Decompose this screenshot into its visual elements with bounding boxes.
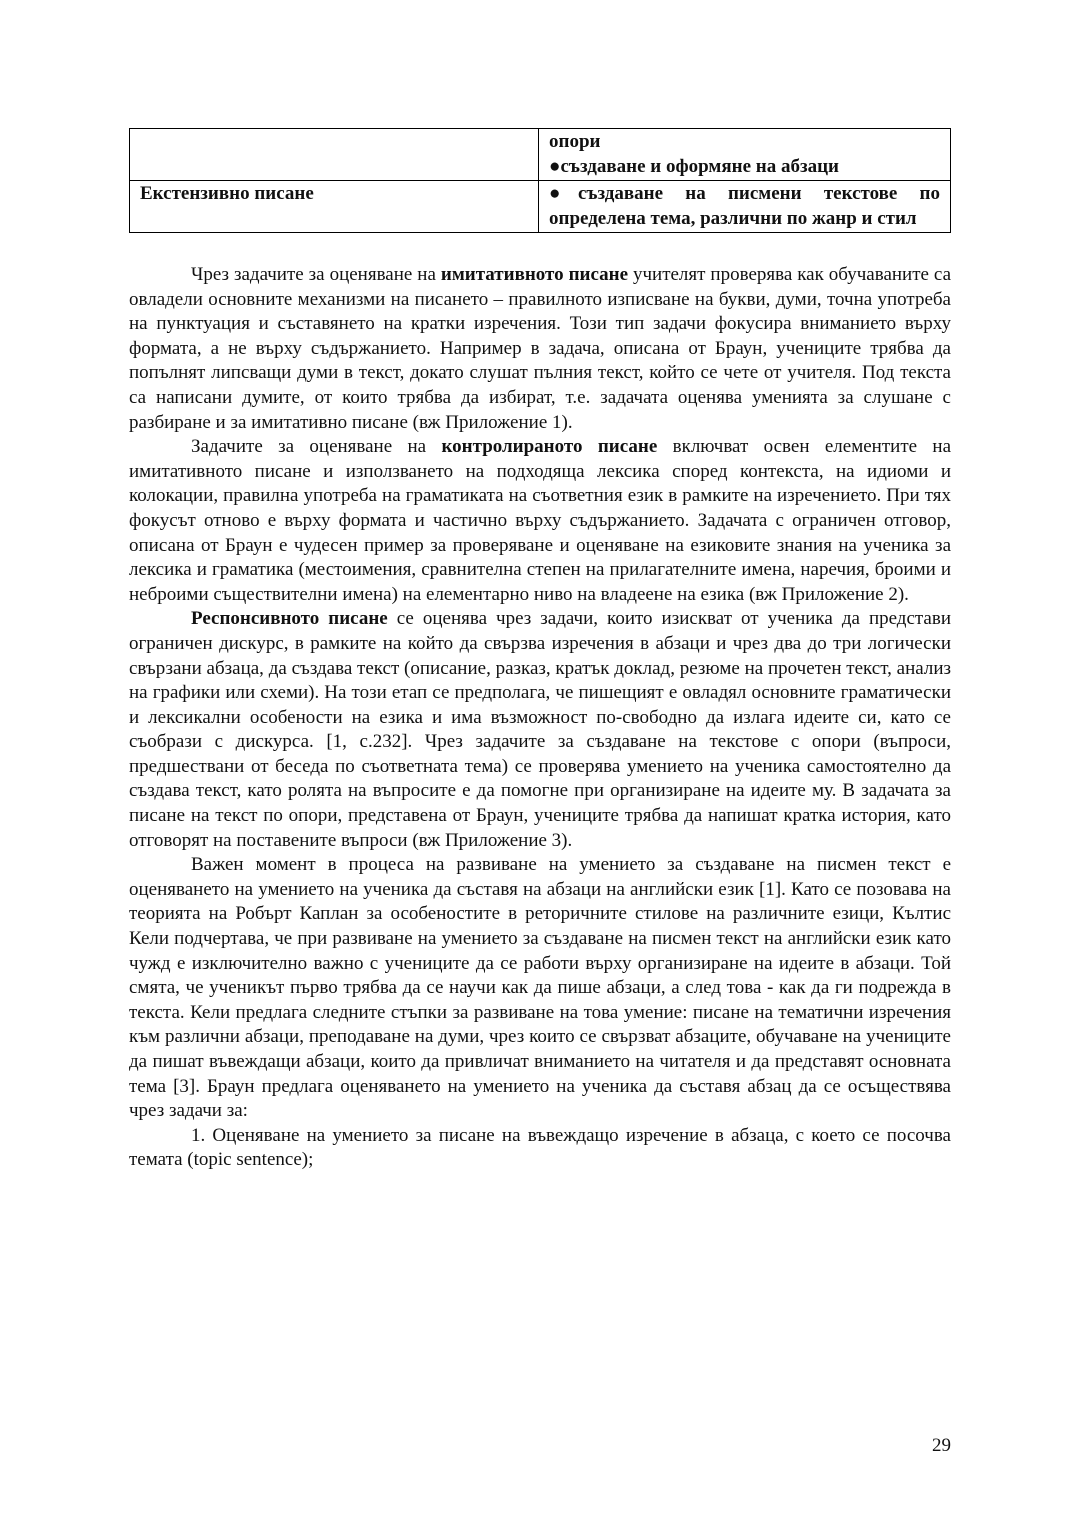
paragraph xyxy=(129,853,951,1124)
bold-term: имитативното писане xyxy=(440,264,629,285)
paragraph-text: се оценява чрез задачи, които изискват от ученика да представи ограничен дискурс, в рамките на който да свързва изречения в абзаци и чрез два до три логически свързани абзаца, да създава текст (описание, разказ, кратък доклад, резюме на прочетен текст, анализ на графики или схеми). На този етап се предполага, че пишещият е овладял основните граматически и лексикални особености на езика и има възможност по-свободно да излага идеите си, като се съобрази с дискурса. [1, с.232]. Чрез задачите за създаване на текстове с опори (въпроси, предшествани от беседа по съответната тема) се проверява умението на ученика самостоятелно да създава текст, като ролята на въпросите е да помогне при организиране на идеите му. В задачата за писане на текст по опори, представена от Браун, учениците трябва да напишат кратка история, като отговорят на поставените въпроси (вж Приложение 3). xyxy=(129,608,951,851)
paragraph-text: включват освен елементите на имитативното писане и използването на подходяща лексика според контекста, на идиоми и колокации, правилна употреба на граматиката на съответния език в рамките на изречението. При тях фокусът отново е върху формата и частично върху съдържанието. Задачата с ограничен отговор, описана от Браун е чудесен пример за проверяване и оценяване на езиковите знания на ученика за лексика и граматика (местоимения, сравнителна степен на прилагателните имена, наречия, броими и неброими съществителни имена) на елементарно ниво на владеене на езика (вж Приложение 2). xyxy=(129,436,952,605)
body-text xyxy=(129,263,951,1173)
page-number: 29 xyxy=(932,1435,951,1456)
paragraph-text: Важен момент в процеса на развиване на умението за създаване на писмен текст е оценяването на умението на ученика да съставя на абзаци на английски език [1]. Като се позовава на теорията на Робърт Каплан за особеностите в реторичните стилове на различните езици, Кълтис Кели подчертава, че при развиване на умението за създаване на писмен текст на английски език като чужд е изключително важно с учениците да се работи върху организиране на идеите в абзаци. Той смята, че ученикът първо трябва да се научи как да пише абзаци, а след това - как да ги подрежда в текста. Кели предлага следните стъпки за развиване на това умение: писане на тематични изречения към различни абзаци, преподаване на думи, чрез които се свързват абзаците, обучаване на учениците да пишат въвеждащи абзаци, които да привличат вниманието на читателя и да представят основната тема [3]. Браун предлага оценяването на умението на ученика да съставя абзац да се осъществява чрез задачи за: xyxy=(129,854,951,1122)
table-row xyxy=(130,129,951,181)
paragraph xyxy=(129,263,951,435)
paragraph xyxy=(129,607,951,853)
paragraph-text: 1. Оценяване на умението за писане на въвеждащо изречение в абзаца, с което се посочва темата (topic sentence); xyxy=(129,1124,951,1171)
table-cell-right: ●създаване на писмени текстове по определена тема, различни по жанр и стил xyxy=(539,181,951,233)
bold-term: контролираното писане xyxy=(441,436,658,458)
table-cell-left xyxy=(130,129,539,181)
paragraph xyxy=(129,1124,951,1173)
document-page xyxy=(129,128,951,1173)
paragraph-text: Чрез задачите за оценяване на xyxy=(191,264,441,285)
table-cell-left: Екстензивно писане xyxy=(130,181,539,233)
bold-term: Респонсивното писане xyxy=(191,608,388,630)
table-row xyxy=(130,181,951,233)
paragraph-text: Задачите за оценяване на xyxy=(191,436,442,458)
paragraph-text: учителят проверява как обучаваните са овладели основните механизми на писането – правилното изписване на букви, думи, точна употреба на пунктуация и съставянето на кратки изречения. Този тип задачи фокусира вниманието върху формата, а не върху съдържанието. Например в задача, описана от Браун, учениците трябва да попълнят липсващи думи в текст, докато слушат пълния текст, който се чете от учителя. Под текста са написани думите, от които трябва да избират, т.е. задачата оценява уменията за слушане с разбиране и за имитативно писане (вж Приложение 1). xyxy=(129,264,952,433)
paragraph xyxy=(129,435,951,607)
skills-table xyxy=(129,128,951,233)
table-cell-right xyxy=(539,129,951,181)
cell-line: ●създаване и оформяне на абзаци xyxy=(549,155,839,177)
cell-line: опори xyxy=(549,131,601,152)
